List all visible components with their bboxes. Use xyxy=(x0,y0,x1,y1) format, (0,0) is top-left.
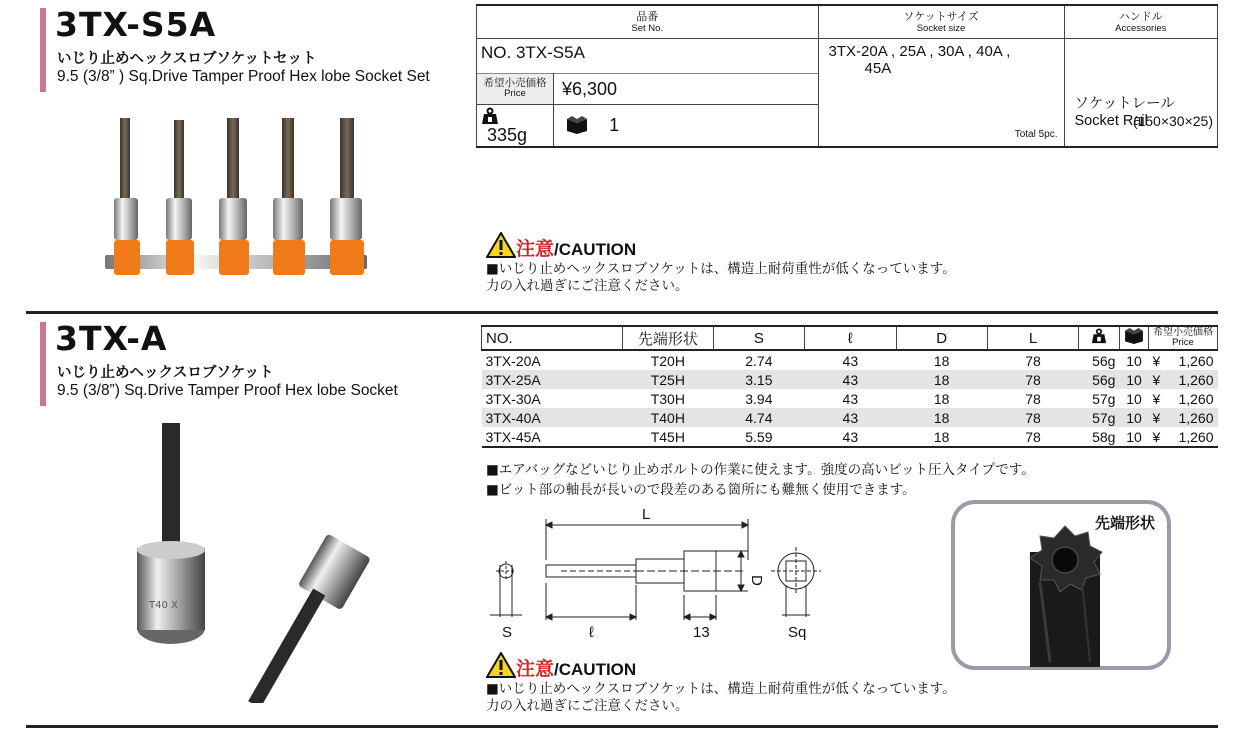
spec-d: 18 xyxy=(896,408,987,427)
spec-l-small: 43 xyxy=(805,408,896,427)
svg-text:ℓ: ℓ xyxy=(589,624,594,641)
spec-price xyxy=(1149,408,1218,427)
price-value: ¥6,300 xyxy=(554,74,819,105)
spec-no: 3TX-25A xyxy=(482,370,623,389)
spec-l-small: 43 xyxy=(842,352,859,369)
title-en: 9.5 (3/8”) Sq.Drive Tamper Proof Hex lobe Socket xyxy=(57,382,398,399)
header-s: S xyxy=(713,326,805,350)
socket-5 xyxy=(330,118,364,275)
title-accent-bar xyxy=(40,322,46,406)
spec-qty: 10 xyxy=(1119,408,1148,427)
spec-l: 78 xyxy=(987,427,1078,447)
tip-shape-frame xyxy=(951,500,1171,670)
accessories-cell: ソケットレール Socket Rail (150×30×25) xyxy=(1064,39,1217,147)
spec-l: 78 xyxy=(987,408,1078,427)
weight-icon xyxy=(481,107,499,125)
yen-sign: ¥ xyxy=(1152,390,1161,407)
spec-tip: T20H xyxy=(650,352,685,369)
svg-text:D: D xyxy=(748,575,765,586)
title-jp: いじり止めヘックスロブソケットセット xyxy=(57,51,317,67)
section-divider xyxy=(26,311,1218,314)
spec-s: 3.94 xyxy=(745,390,773,407)
warning-triangle-icon xyxy=(486,232,516,258)
price-value: 1,260 xyxy=(1178,352,1214,369)
spec-weight: 57g xyxy=(1079,408,1120,427)
box-icon xyxy=(566,116,588,134)
spec-qty: 10 xyxy=(1126,390,1142,407)
yen-sign: ¥ xyxy=(1152,428,1161,445)
model-title: 3TX-S5A xyxy=(55,5,217,44)
socket-set-photo xyxy=(100,110,370,285)
spec-header-row xyxy=(482,326,1218,350)
spec-price xyxy=(1149,350,1218,370)
spec-no: 3TX-45A xyxy=(482,427,623,447)
spec-s: 5.59 xyxy=(713,427,805,447)
table-row xyxy=(482,350,1218,370)
svg-text:L: L xyxy=(642,506,651,523)
price-value: 1,260 xyxy=(1178,409,1214,426)
torx-tip-image xyxy=(1020,522,1110,667)
caution-line-2: 力の入れ過ぎにご注意ください。 xyxy=(486,698,689,714)
warning-triangle-icon xyxy=(486,652,516,678)
qty-cell: 1 xyxy=(554,105,819,147)
spec-qty: 10 xyxy=(1126,352,1142,369)
socket-1 xyxy=(114,118,140,275)
spec-qty: 10 xyxy=(1119,427,1148,447)
set-no-cell: NO. 3TX-S5A xyxy=(477,39,819,74)
socket-photo xyxy=(135,418,395,703)
note-1: ■エアバッグなどいじり止めボルトの作業に使えます。強度の高いビット圧入タイプです。 xyxy=(486,462,1035,478)
table-row xyxy=(482,408,1218,427)
socket-4 xyxy=(273,118,305,275)
box-icon xyxy=(1124,328,1144,344)
spec-s: 3.15 xyxy=(713,370,805,389)
table-row xyxy=(482,427,1218,447)
title-accent-bar xyxy=(40,8,46,92)
spec-tip: T30H xyxy=(650,390,685,407)
spec-l: 78 xyxy=(1025,390,1041,407)
spec-no: 3TX-40A xyxy=(482,408,623,427)
caution-line-1: ■いじり止めヘックスロブソケットは、構造上耐荷重性が低くなっています。 xyxy=(486,681,956,697)
title-en: 9.5 (3/8” ) Sq.Drive Tamper Proof Hex lobe Socket Set xyxy=(57,68,430,85)
spec-s: 4.74 xyxy=(713,408,805,427)
spec-weight: 56g xyxy=(1092,352,1116,369)
header-accessories: ハンドル Accessories xyxy=(1064,5,1217,39)
caution-2 xyxy=(486,652,956,715)
spec-tip: T40H xyxy=(623,408,713,427)
weight-cell: 335g xyxy=(477,105,554,147)
svg-text:Sq: Sq xyxy=(788,624,807,641)
spec-l: 78 xyxy=(1025,352,1041,369)
svg-text:13: 13 xyxy=(693,624,710,641)
caution-title: 注意/CAUTION xyxy=(486,232,956,261)
caution-1 xyxy=(486,232,956,295)
header-price: 希望小売価格 Price xyxy=(1149,326,1218,350)
caution-line-1: ■いじり止めヘックスロブソケットは、構造上耐荷重性が低くなっています。 xyxy=(486,261,956,277)
spec-table xyxy=(481,325,1218,448)
header-set-no: 品番 Set No. xyxy=(477,5,819,39)
price-value: 1,260 xyxy=(1178,390,1214,407)
spec-qty: 10 xyxy=(1119,370,1148,389)
caution-title: 注意/CAUTION xyxy=(486,652,956,681)
spec-d: 18 xyxy=(896,370,987,389)
socket-3 xyxy=(219,118,249,275)
spec-d: 18 xyxy=(896,427,987,447)
spec-no: 3TX-30A xyxy=(485,390,541,407)
spec-l-small: 43 xyxy=(805,370,896,389)
spec-s: 2.74 xyxy=(745,352,773,369)
header-l: L xyxy=(987,326,1078,350)
price-value: 1,260 xyxy=(1178,371,1214,388)
dimension-diagram xyxy=(486,505,831,645)
note-2: ■ビット部の軸長が長いので段差のある箇所にも難無く使用できます。 xyxy=(486,482,916,498)
header-socket-size: ソケットサイズ Socket size xyxy=(818,5,1064,39)
spec-l: 78 xyxy=(987,370,1078,389)
header-tip: 先端形状 xyxy=(623,326,713,350)
spec-l-small: 43 xyxy=(842,390,859,407)
caution-line-2: 力の入れ過ぎにご注意ください。 xyxy=(486,278,689,294)
spec-price xyxy=(1149,389,1218,408)
spec-weight: 56g xyxy=(1079,370,1120,389)
spec-price xyxy=(1149,427,1218,447)
yen-sign: ¥ xyxy=(1152,352,1161,369)
header-d: D xyxy=(896,326,987,350)
tip-shape-label: 先端形状 xyxy=(1094,514,1155,532)
yen-sign: ¥ xyxy=(1152,371,1161,388)
spec-l-small: 43 xyxy=(805,427,896,447)
spec-weight: 58g xyxy=(1079,427,1120,447)
spec-tip: T25H xyxy=(623,370,713,389)
socket-2 xyxy=(166,120,194,275)
spec-price xyxy=(1149,370,1218,389)
header-no: NO. xyxy=(482,326,623,350)
header-weight xyxy=(1079,326,1120,350)
spec-d: 18 xyxy=(933,352,950,369)
header-qty xyxy=(1119,326,1148,350)
table-row xyxy=(482,370,1218,389)
title-jp: いじり止めヘックスロブソケット xyxy=(57,365,274,381)
set-table xyxy=(476,4,1218,148)
spec-no: 3TX-20A xyxy=(485,352,541,369)
svg-text:T40 X: T40 X xyxy=(149,600,178,611)
spec-d: 18 xyxy=(933,390,950,407)
bottom-divider xyxy=(26,725,1218,728)
model-title: 3TX-A xyxy=(55,319,168,358)
weight-icon xyxy=(1091,328,1107,344)
header-l-small: ℓ xyxy=(805,326,896,350)
yen-sign: ¥ xyxy=(1152,409,1161,426)
spec-weight: 57g xyxy=(1092,390,1116,407)
price-label-cell: 希望小売価格 Price xyxy=(477,74,554,105)
table-row xyxy=(482,389,1218,408)
notes xyxy=(486,462,1035,499)
spec-tip: T45H xyxy=(623,427,713,447)
socket-size-cell: 3TX-20A , 25A , 30A , 40A , 45A Total 5pc. xyxy=(818,39,1064,147)
price-value: 1,260 xyxy=(1178,428,1214,445)
svg-text:S: S xyxy=(502,624,513,641)
